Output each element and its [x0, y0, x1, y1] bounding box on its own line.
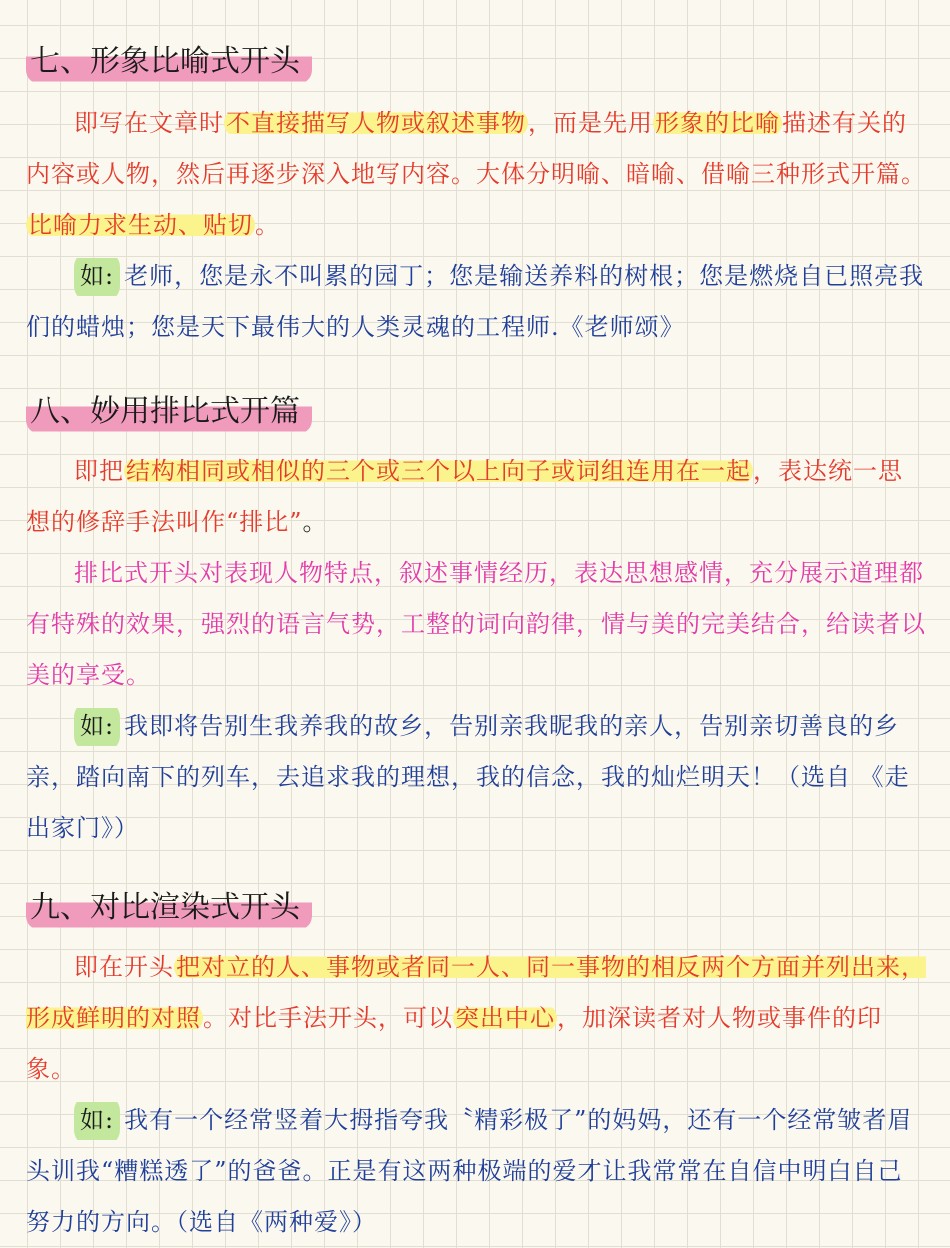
- s8-example-text: 我即将告别生我养我的故乡，告别亲我昵我的亲人，告别亲切善良的乡亲，踏向南下的列车，去追求我的理想，我的信念，我的灿烂明天！（选自 《走出家门》）: [26, 712, 910, 842]
- section-8: [26, 390, 926, 854]
- section-8-paragraph-1: [26, 446, 926, 548]
- section-8-title: 八、妙用排比式开篇: [26, 390, 312, 434]
- section-9-paragraph: [26, 942, 926, 1095]
- s8-text-b: ，表达统一思想的修辞手法叫作“排比”: [26, 457, 903, 536]
- s9-text-a: 即在开头: [74, 953, 174, 981]
- s9-text-c: ，加深读者对人物或事件的印象。: [26, 1004, 882, 1083]
- section-8-example: [26, 701, 926, 854]
- s8-highlight-1: 结构相同或相似的三个或三个以上向子或词组连用在一起: [126, 457, 751, 485]
- section-7-paragraph: [26, 98, 926, 251]
- s9-highlight-2: 突出中心: [455, 1004, 555, 1032]
- s8-text-c: 。: [302, 508, 328, 536]
- s7-text-c: 描述有关的内容或人物，然后再逐步深入地写内容。大体分明喻、暗喻、借喻三种形式开篇。: [26, 109, 926, 188]
- s7-highlight-2: 形象的比喻: [655, 109, 780, 137]
- section-9-example: [26, 1095, 926, 1248]
- s7-text-b: ，而是先用: [528, 109, 653, 137]
- section-8-paragraph-2: 排比式开头对表现人物特点，叙述事情经历，表达思想感情，充分展示道理都有特殊的效果，强烈的语言气势，工整的词向韵律，情与美的完美结合，给读者以美的享受。: [26, 559, 926, 689]
- s7-text-a: 即写在文章时: [74, 109, 224, 137]
- s9-example-text: 我有一个经常竖着大拇指夸我〝精彩极了”的妈妈，还有一个经常皱者眉头训我“糟糕透了”的爸爸。正是有这两种极端的爱才让我常常在自信中明白自己努力的方向。（选自《两种爱》）: [26, 1106, 913, 1236]
- section-9-title: 九、对比渲染式开头: [26, 886, 312, 930]
- s8-text-a: 即把: [74, 457, 124, 485]
- example-label: 如:: [74, 701, 120, 752]
- s7-highlight-3: 比喻力求生动、贴切: [28, 211, 253, 239]
- section-7-title: 七、形象比喻式开头: [26, 40, 312, 84]
- s7-highlight-1: 不直接描写人物或叙述事物: [226, 109, 526, 137]
- s9-text-b: 。对比手法开头，可以: [203, 1004, 453, 1032]
- example-label: 如:: [74, 251, 120, 302]
- example-label: 如:: [74, 1095, 120, 1146]
- s7-text-d: 。: [255, 211, 280, 239]
- section-7: [26, 40, 926, 353]
- section-7-example: [26, 251, 926, 353]
- s7-example-text: 老师，您是永不叫累的园丁；您是输送养料的树根；您是燃烧自已照亮我们的蜡烛；您是天下最伟大的人类灵魂的工程师.《老师颂》: [26, 262, 925, 341]
- s9-highlight-1: 把对立的人、事物或者同一人、同一事物的相反两个方面并列出来，形成鲜明的对照: [26, 953, 926, 1032]
- section-9: [26, 886, 926, 1248]
